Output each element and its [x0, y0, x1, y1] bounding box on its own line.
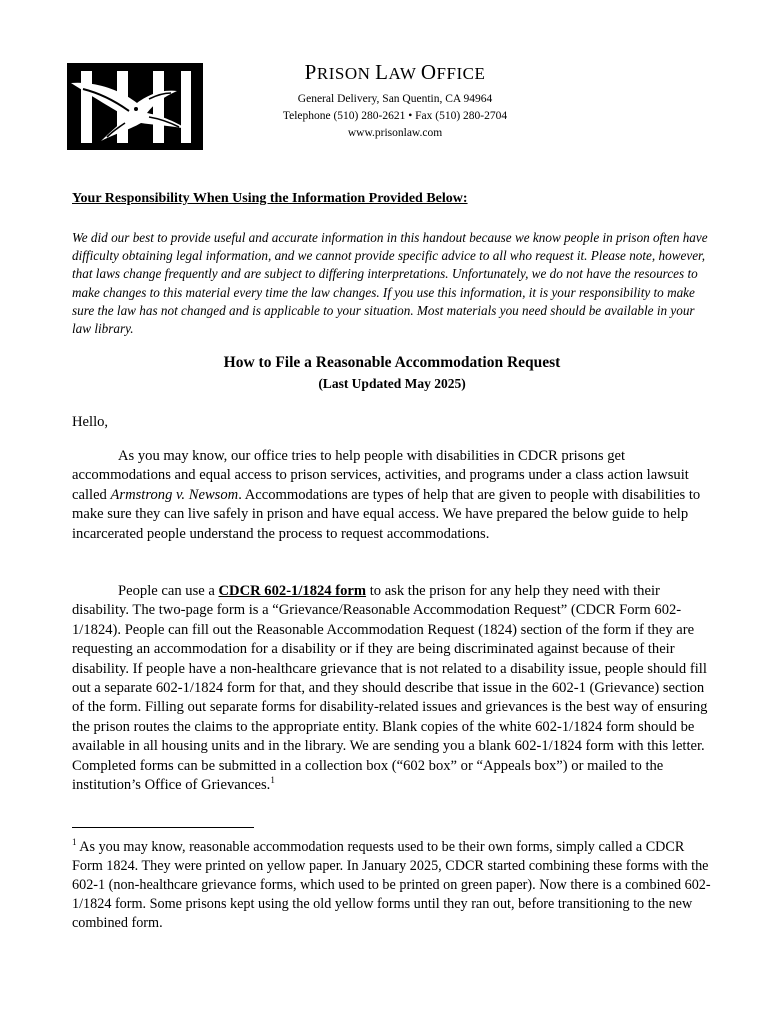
org-phone-fax: Telephone (510) 280-2621 • Fax (510) 280-2704: [282, 110, 508, 122]
document-title: How to File a Reasonable Accommodation Request: [223, 354, 561, 371]
paragraph-form-instructions: People can use a CDCR 602-1/1824 form to ask the prison for any help they need with their disability. The two-page form is a “Grievance/Reasonable Accommodation Request” (CDCR Form 602-1/1824). People can fill out the Reasonable Accommodation Request (1824) section of the form if they are requesting an accommodation for a disability or if they are being discriminated against because of their disability. If people have a non-healthcare grievance that is not related to a disability issue, people should fill out a separate 602-1/1824 form for that, and they should describe that issue in the 602-1 (Grievance) section of the form. Filling out separate forms for disability-related issues and grievances is the best way of ensuring the prison routes the claims to the appropriate entity. Blank copies of the white 602-1/1824 form should be available in all housing units and in the library. We are sending you a blank 602-1/1824 form with this letter. Completed forms can be submitted in a collection box (“602 box” or “Appeals box”) or mailed to the institution’s Office of Grievances.$^1$: [72, 583, 708, 794]
case-name: Armstrong v. Newsom: [110, 486, 239, 503]
document-updated-date: (Last Updated May 2025): [318, 376, 466, 391]
bird-behind-bars-logo: [67, 63, 203, 150]
footnote-divider: [72, 827, 254, 828]
org-address: General Delivery, San Quentin, CA 94964: [297, 93, 493, 105]
responsibility-text: We did our best to provide useful and accurate information in this handout because we know people in prison often have difficulty obtaining legal information, and we cannot provide specific advice to all who request it. Please note, however, that laws change frequently and are subject to differing interpretations. Unfortunately, we do not have the resources to make changes to this material every time the law changes. If you use this information, it is your responsibility to make sure the law has not changed and is applicable to your situation. Most materials you need should be available in your law library.: [72, 230, 708, 337]
footnote-reference[interactable]: 1: [270, 775, 275, 786]
org-website[interactable]: www.prisonlaw.com: [347, 127, 443, 139]
org-name: PRISON LAW OFFICE: [304, 60, 486, 84]
letterhead: [245, 60, 545, 142]
form-link[interactable]: CDCR 602-1/1824 form: [218, 583, 367, 599]
paragraph-intro: As you may know, our office tries to help people with disabilities in CDCR prisons get accommodations and equal access to prison services, activities, and programs under a class action lawsuit called Armstrong v. Newsom. Accommodations are types of help that are given to people with disabilities to make sure they can live safely in prison and have equal access. We have prepared the below guide to help incarcerated people understand the process to request accommodations.: [72, 448, 701, 542]
greeting: Hello,: [72, 414, 109, 430]
responsibility-heading: Your Responsibility When Using the Information Provided Below:: [72, 191, 468, 206]
footnote-number: 1: [72, 837, 77, 847]
footnote: $^1$ As you may know, reasonable accommodation requests used to be their own forms, simply called a CDCR Form 1824. They were printed on yellow paper. In January 2025, CDCR started combining these forms with the 602-1 (non-healthcare grievance forms, which used to be printed on green paper). Now there is a combined 602-1/1824 form. Some prisons kept using the old yellow forms until they ran out, before transitioning to the new combined form.: [72, 837, 711, 931]
